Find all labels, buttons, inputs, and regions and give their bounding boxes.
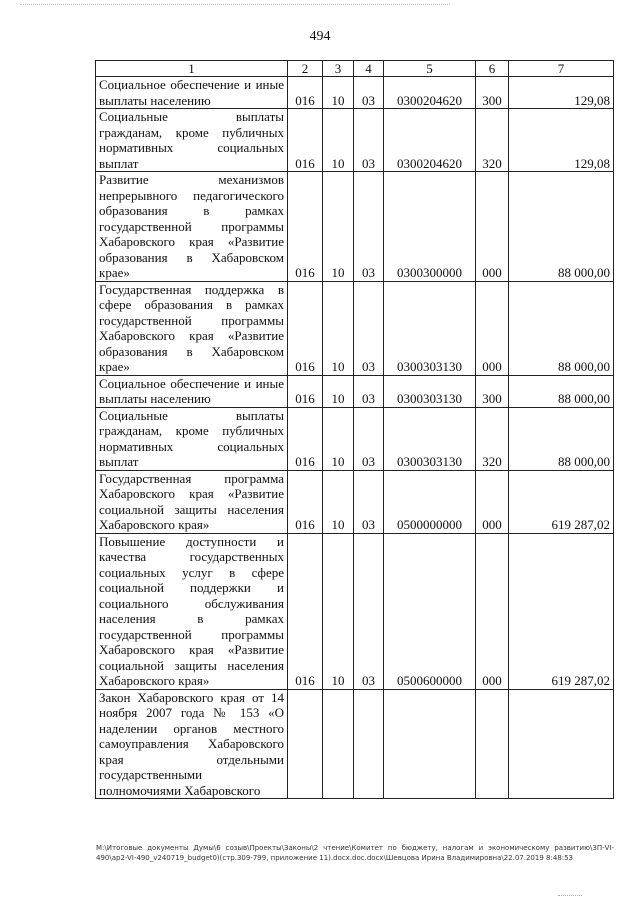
row-ministry: 016 <box>288 281 323 375</box>
table-row <box>96 77 614 109</box>
row-type: 000 <box>476 172 509 282</box>
row-name: Социальное обеспечение и иные выплаты населению <box>96 77 288 109</box>
row-ministry: 016 <box>288 375 323 407</box>
row-section: 10 <box>323 375 354 407</box>
row-type: 320 <box>476 109 509 172</box>
row-ministry: 016 <box>288 77 323 109</box>
row-target: 0500600000 <box>384 533 476 689</box>
row-target: 0300204620 <box>384 109 476 172</box>
row-amount: 619 287,02 <box>509 533 614 689</box>
row-target: 0500000000 <box>384 470 476 533</box>
page-number: 494 <box>309 29 331 44</box>
table-row <box>96 109 614 172</box>
row-section: 10 <box>323 533 354 689</box>
table-row <box>96 407 614 470</box>
row-ministry: 016 <box>288 407 323 470</box>
row-section <box>323 689 354 799</box>
row-subsection: 03 <box>354 407 384 470</box>
row-name: Государственная поддержка в сфере образования в рамках государственной программы Хабаровского края «Развитие образования в Хабаровском крае» <box>96 281 288 375</box>
table-row <box>96 533 614 689</box>
row-subsection: 03 <box>354 281 384 375</box>
row-amount <box>509 689 614 799</box>
table-row <box>96 470 614 533</box>
header-col-6: 6 <box>476 61 509 77</box>
row-amount: 619 287,02 <box>509 470 614 533</box>
header-col-2: 2 <box>288 61 323 77</box>
row-type: 000 <box>476 470 509 533</box>
row-name: Повышение доступности и качества государственных социальных услуг в сфере социальной поддержки и социального обслуживания населения в рамках государственной программы Хабаровского края «Развитие социальной защиты населения Хабаровского края» <box>96 533 288 689</box>
row-section: 10 <box>323 470 354 533</box>
row-target: 0300303130 <box>384 375 476 407</box>
row-section: 10 <box>323 407 354 470</box>
table-row <box>96 375 614 407</box>
row-subsection <box>354 689 384 799</box>
row-section: 10 <box>323 77 354 109</box>
budget-table <box>95 60 614 799</box>
row-amount: 88 000,00 <box>509 375 614 407</box>
row-type: 300 <box>476 375 509 407</box>
header-col-4: 4 <box>354 61 384 77</box>
row-amount: 129,08 <box>509 77 614 109</box>
row-name: Социальные выплаты гражданам, кроме публичных нормативных социальных выплат <box>96 407 288 470</box>
scan-top-edge <box>20 4 450 5</box>
row-subsection: 03 <box>354 375 384 407</box>
row-target: 0300204620 <box>384 77 476 109</box>
row-name: Государственная программа Хабаровского края «Развитие социальной защиты населения Хабаровского края» <box>96 470 288 533</box>
row-subsection: 03 <box>354 172 384 282</box>
row-name: Социальное обеспечение и иные выплаты населению <box>96 375 288 407</box>
row-section: 10 <box>323 172 354 282</box>
row-ministry: 016 <box>288 172 323 282</box>
row-name: Социальные выплаты гражданам, кроме публичных нормативных социальных выплат <box>96 109 288 172</box>
row-type <box>476 689 509 799</box>
row-subsection: 03 <box>354 77 384 109</box>
row-amount: 129,08 <box>509 109 614 172</box>
scan-mark <box>558 895 582 896</box>
row-type: 000 <box>476 281 509 375</box>
header-col-7: 7 <box>509 61 614 77</box>
row-name: Закон Хабаровского края от 14 ноября 2007 года № 153 «О наделении органов местного самоуправления Хабаровского края отдельными государственными полномочиями Хабаровского <box>96 689 288 799</box>
table-row <box>96 689 614 799</box>
header-col-5: 5 <box>384 61 476 77</box>
row-ministry: 016 <box>288 470 323 533</box>
row-ministry <box>288 689 323 799</box>
footer-file-path: M:\Итоговые документы Думы\6 созыв\Проекты\Законы\2 чтение\Комитет по бюджету, налогам и экономическому развитию\ЗП-VI-490\ap2-VI-490_v240719_budget0)(стр.309-799, приложение 11).docx.doc.docx\Шевцова Ирина Владимировна\22.07.2019 8:48:53 <box>96 844 614 862</box>
row-type: 320 <box>476 407 509 470</box>
row-subsection: 03 <box>354 470 384 533</box>
table-row <box>96 281 614 375</box>
row-target: 0300303130 <box>384 281 476 375</box>
row-type: 000 <box>476 533 509 689</box>
table-header-row <box>96 61 614 77</box>
row-subsection: 03 <box>354 109 384 172</box>
row-type: 300 <box>476 77 509 109</box>
row-ministry: 016 <box>288 533 323 689</box>
row-section: 10 <box>323 109 354 172</box>
table-row <box>96 172 614 282</box>
row-ministry: 016 <box>288 109 323 172</box>
row-name: Развитие механизмов непрерывного педагогического образования в рамках государственной программы Хабаровского края «Развитие образования в Хабаровском крае» <box>96 172 288 282</box>
row-amount: 88 000,00 <box>509 281 614 375</box>
row-subsection: 03 <box>354 533 384 689</box>
row-target: 0300300000 <box>384 172 476 282</box>
row-target: 0300303130 <box>384 407 476 470</box>
header-col-1: 1 <box>96 61 288 77</box>
row-amount: 88 000,00 <box>509 407 614 470</box>
row-section: 10 <box>323 281 354 375</box>
row-amount: 88 000,00 <box>509 172 614 282</box>
header-col-3: 3 <box>323 61 354 77</box>
row-target <box>384 689 476 799</box>
